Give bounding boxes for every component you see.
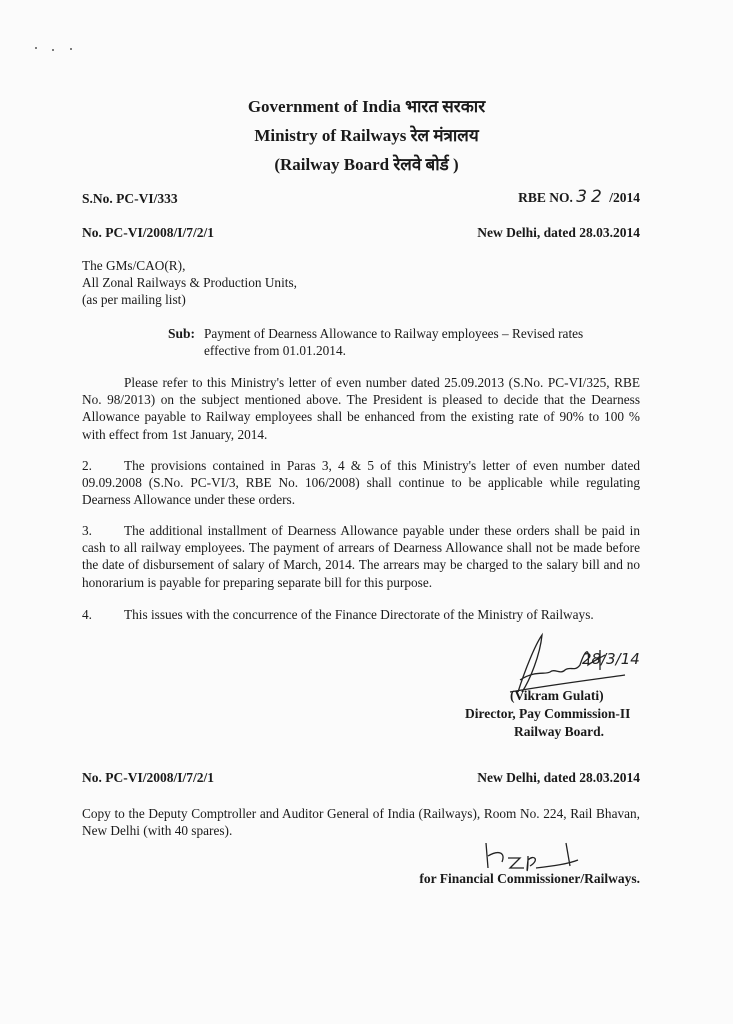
paragraph-2-text: The provisions contained in Paras 3, 4 & 5 of this Ministry's letter of even number dated 09.09.2008 (S.No. PC-VI/3, RBE No. 106/2008) shall continue to be applicable while regulating Dearness Allowance under these orders. (82, 458, 640, 508)
header-board: (Railway Board रेलवे बोर्ड ) (274, 155, 459, 174)
addressee-line: All Zonal Railways & Production Units, (82, 275, 297, 291)
file-number: No. PC-VI/2008/I/7/2/1 (82, 225, 215, 240)
subject-label: Sub: (168, 326, 196, 341)
copy-dated: New Delhi, dated 28.03.2014 (477, 770, 640, 785)
paragraph-number: 3. (82, 523, 92, 538)
subject-text: Payment of Dearness Allowance to Railway employees – Revised rates effective from 01.01.2014. (204, 326, 584, 359)
signatory-office: Railway Board. (514, 724, 605, 739)
paragraph-4-text: This issues with the concurrence of the Finance Directorate of the Ministry of Railways. (124, 607, 594, 622)
paragraph-3-text: The additional installment of Dearness Allowance payable under these orders shall be paid in cash to all railway employees. The payment of arrears of Dearness Allowance shall not be made before the date of disbursement of salary of March, 2014. The arrears may be charged to the salary bill and no honorarium is payable for preparing separate bill for this purpose. (82, 523, 640, 590)
addressee-line: (as per mailing list) (82, 292, 186, 308)
paragraph-2 (82, 457, 640, 509)
scan-speck (70, 48, 72, 50)
copy-file-number: No. PC-VI/2008/I/7/2/1 (82, 770, 215, 785)
paragraph-3 (82, 522, 640, 591)
copy-to-text: Copy to the Deputy Comptroller and Auditor General of India (Railways), Room No. 224, Rail Bhavan, New Delhi (with 40 spares). (82, 806, 640, 839)
rbe-number (490, 187, 640, 207)
paragraph-number: 2. (82, 458, 92, 473)
signatory-designation: Director, Pay Commission-II (465, 706, 631, 721)
scan-speck (35, 47, 37, 49)
serial-number: S.No. PC-VI/333 (82, 191, 178, 206)
dated: New Delhi, dated 28.03.2014 (477, 225, 640, 240)
signed-for: for Financial Commissioner/Railways. (419, 871, 640, 886)
rbe-label: RBE NO. (518, 190, 573, 205)
scan-speck (52, 49, 54, 51)
signature-date: 28/3/14 (582, 650, 640, 668)
rbe-year: /2014 (609, 190, 640, 205)
paragraph-1: Please refer to this Ministry's letter of even number dated 25.09.2013 (S.No. PC-VI/325, RBE No. 98/2013) on the subject mentioned above. The President is pleased to decide that the Dearness Allowance payable to Railway employees shall be enhanced from the existing rate of 90% to 100 % with effect from 1st January, 2014. (82, 375, 640, 442)
header-government: Government of India भारत सरकार (247, 97, 486, 116)
addressee (82, 257, 297, 309)
addressee-line: The GMs/CAO(R), (82, 258, 186, 273)
rbe-handwritten: 32 (576, 187, 606, 207)
header-ministry: Ministry of Railways रेल मंत्रालय (254, 126, 479, 145)
paragraph-4 (82, 606, 640, 623)
subject (168, 325, 638, 359)
paragraph-number: 4. (82, 607, 92, 622)
signatory-name: (Vikram Gulati) (510, 688, 604, 703)
